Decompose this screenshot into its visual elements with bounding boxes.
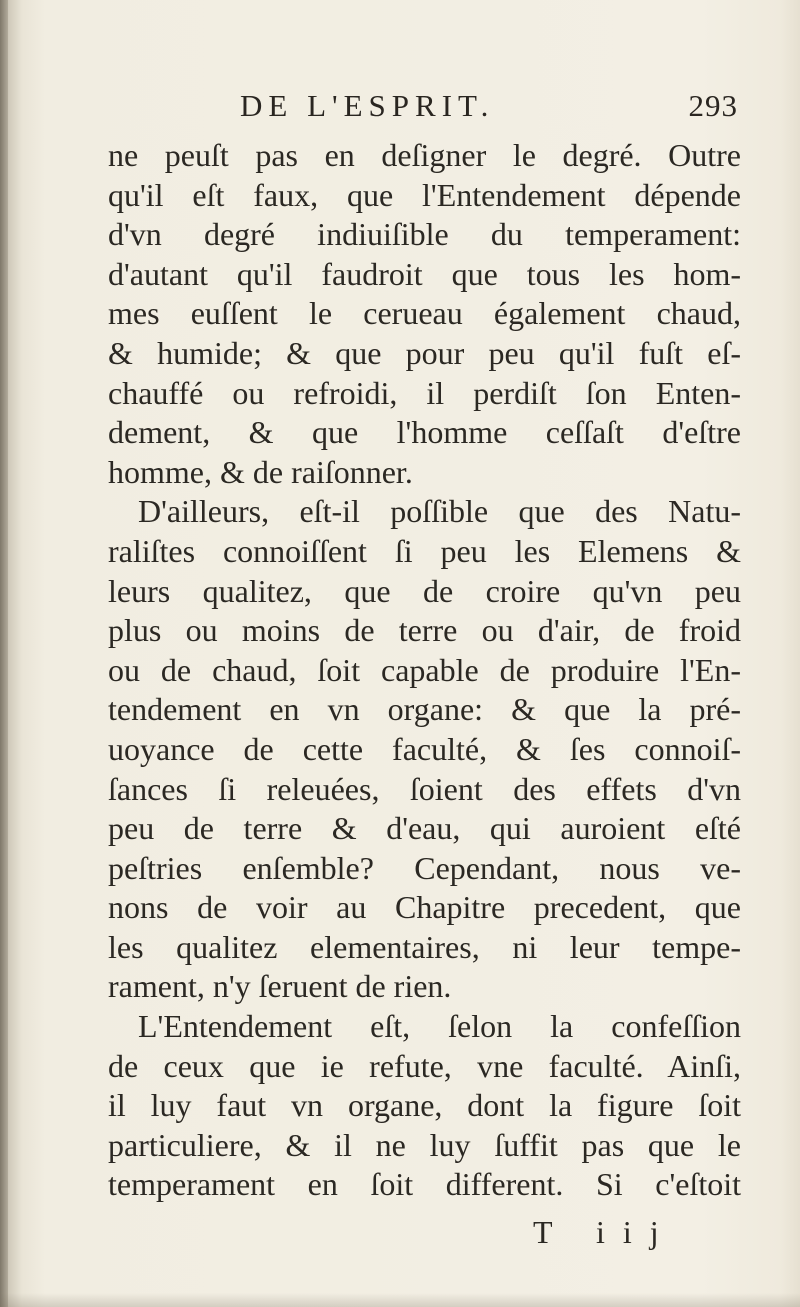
text-line: L'Entendement eſt, ſelon la confeſſion — [138, 1008, 741, 1045]
text-line: peu de terre & d'eau, qui auroient eſté — [108, 810, 741, 847]
text-line: D'ailleurs, eſt-il poſſible que des Natu- — [138, 493, 741, 530]
text-line: ou de chaud, ſoit capable de produire l'En- — [108, 651, 741, 688]
text-line: leurs qualitez, que de croire qu'vn peu — [108, 572, 741, 609]
text-line: mes euſſent le cerueau également chaud, — [108, 295, 741, 332]
text-line: rament, n'y ſeruent de rien. — [108, 968, 452, 1005]
text-line: les qualitez elementaires, ni leur tempe- — [108, 928, 741, 965]
text-line: & humide; & que pour peu qu'il fuſt eſ- — [108, 334, 741, 371]
text-line: ſances ſi releuées, ſoient des effets d'vn — [108, 770, 741, 807]
page-number: 293 — [688, 88, 738, 123]
text-line: tendement en vn organe: & que la pré- — [108, 691, 741, 728]
text-line: qu'il eſt faux, que l'Entendement dépende — [108, 176, 741, 213]
text-line: uoyance de cette faculté, & ſes connoiſ- — [108, 730, 741, 767]
text-line: plus ou moins de terre ou d'air, de froid — [108, 612, 741, 649]
text-line: peſtries enſemble? Cependant, nous ve- — [108, 849, 741, 886]
text-line: particuliere, & il ne luy ſuffit pas que le — [108, 1126, 741, 1163]
text-line: homme, & de raiſonner. — [108, 453, 413, 490]
body-text — [108, 136, 741, 1205]
text-line: il luy faut vn organe, dont la figure ſoit — [108, 1087, 741, 1124]
text-line: ne peuſt pas en deſigner le degré. Outre — [108, 137, 741, 173]
text-line: temperament en ſoit different. Si c'eſtoit — [108, 1166, 741, 1203]
text-line: d'autant qu'il faudroit que tous les hom- — [108, 255, 741, 292]
text-line: nons de voir au Chapitre precedent, que — [108, 889, 741, 926]
text-line: chauffé ou refroidi, il perdiſt ſon Enten- — [108, 374, 741, 411]
text-line: raliſtes connoiſſent ſi peu les Elemens & — [108, 532, 741, 569]
text-line: de ceux que ie refute, vne faculté. Ainſi, — [108, 1047, 741, 1084]
running-title: DE L'ESPRIT. — [240, 88, 495, 123]
text-line: d'vn degré indiuiſible du temperament: — [108, 216, 741, 253]
signature-mark: T iij — [533, 1214, 677, 1250]
running-head — [240, 88, 738, 128]
text-line: dement, & que l'homme ceſſaſt d'eſtre — [108, 414, 741, 451]
